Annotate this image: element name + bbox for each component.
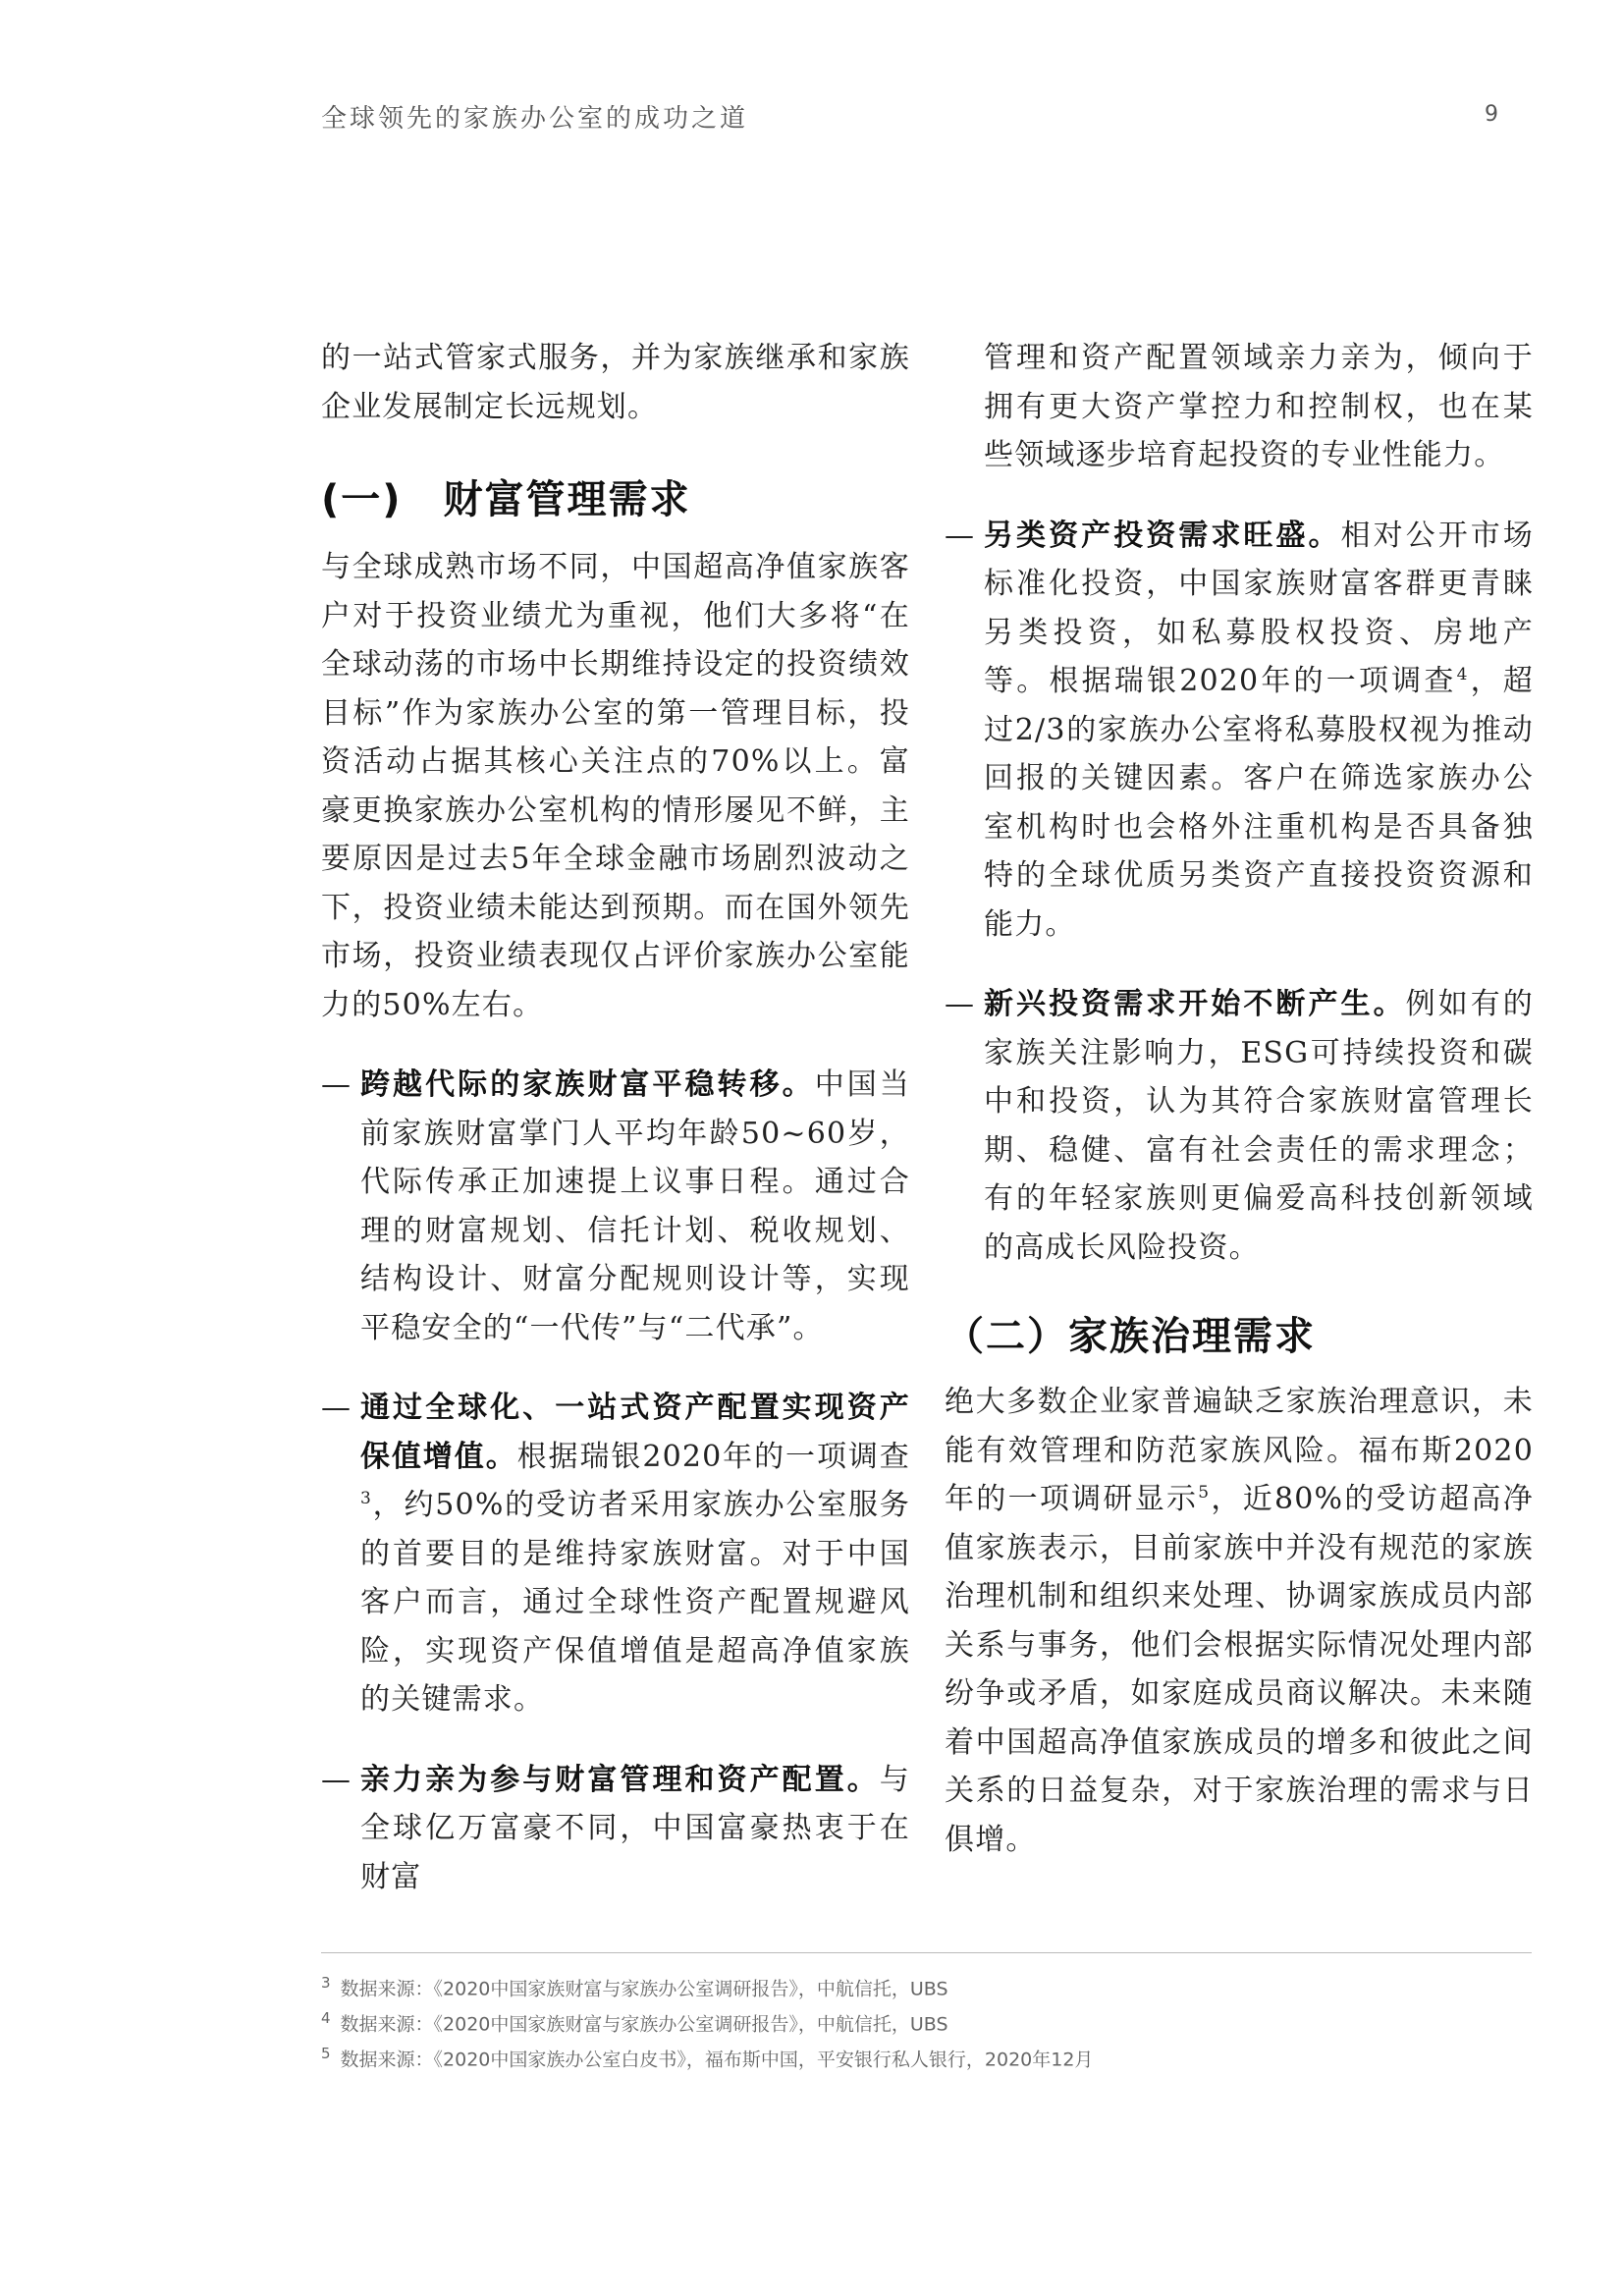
footnote-number: 3 xyxy=(321,1974,331,1992)
left-column xyxy=(321,334,910,1901)
bullet-dash: — xyxy=(945,987,974,1021)
bullet-dash: — xyxy=(945,518,974,553)
section-heading-governance: （二）家族治理需求 xyxy=(945,1314,1316,1359)
footnote-ref: 4 xyxy=(1456,665,1469,684)
bullet-hands-on xyxy=(321,1756,910,1902)
right-column xyxy=(945,334,1534,1864)
footnote-number: 4 xyxy=(321,2009,331,2027)
bullet-text xyxy=(984,512,1534,950)
intro-paragraph: 的一站式管家式服务，并为家族继承和家族企业发展制定长远规划。 xyxy=(321,341,910,424)
bullet-intergenerational xyxy=(321,1061,910,1352)
bullet-body: 与全球亿万富豪不同，中国富豪热衷于在财富 xyxy=(360,1762,910,1894)
bullet-body: 例如有的家族关注影响力，ESG可持续投资和碳中和投资，认为其符合家族财富管理长期、稳健、富有社会责任的需求理念；有的年轻家族则更偏爱高科技创新领域的高成长风险投资。 xyxy=(984,987,1534,1265)
footnote-3 xyxy=(321,1965,1532,2000)
wealth-paragraph: 与全球成熟市场不同，中国超高净值家族客户对于投资业绩尤为重视，他们大多将“在全球动荡的市场中长期维持设定的投资绩效目标”作为家族办公室的第一管理目标，投资活动占据其核心关注点的70%以上。富豪更换家族办公室机构的情形屡见不鲜，主要原因是过去5年全球金融市场剧烈波动之下，投资业绩未能达到预期。而在国外领先市场，投资业绩表现仅占评价家族办公室能力的50%左右。 xyxy=(321,550,910,1022)
footnote-ref: 3 xyxy=(360,1489,373,1508)
bullet-dash: — xyxy=(321,1067,351,1102)
bullet-dash: — xyxy=(321,1762,351,1797)
running-header-title: 全球领先的家族办公室的成功之道 xyxy=(321,104,749,134)
section-heading-wealth: (一) 财富管理需求 xyxy=(321,477,691,522)
bullet-alternative-assets xyxy=(945,512,1534,950)
bullet-lead: 另类资产投资需求旺盛。 xyxy=(984,518,1341,553)
footnote-number: 5 xyxy=(321,2045,331,2062)
bullet-body: 根据瑞银2020年的一项调查 xyxy=(516,1439,911,1474)
paragraph-text: ，近80%的受访超高净值家族表示，目前家族中并没有规范的家族治理机制和组织来处理、协调家族成员内部关系与事务，他们会根据实际情况处理内部纷争或矛盾，如家庭成员商议解决。未来随着中国超高净值家族成员的增多和彼此之间关系的日益复杂，对于家族治理的需求与日俱增。 xyxy=(945,1482,1534,1857)
page-number: 9 xyxy=(1485,102,1498,127)
bullet-lead: 亲力亲为参与财富管理和资产配置。 xyxy=(360,1762,880,1797)
footnote-4 xyxy=(321,2000,1532,2036)
bullet-continuation: 管理和资产配置领域亲力亲为，倾向于拥有更大资产掌控力和控制权，也在某些领域逐步培育起投资的专业性能力。 xyxy=(984,341,1534,472)
paragraph-text: 绝大多数企业家普遍缺乏家族治理意识，未能有效管理和防范家族风险。福布斯2020年的一项调研显示 xyxy=(945,1385,1534,1516)
footnote-text: 数据来源：《2020中国家族财富与家族办公室调研报告》，中航信托，UBS xyxy=(340,2013,948,2036)
footnote-divider xyxy=(321,1952,1532,1953)
bullet-text xyxy=(360,1756,910,1902)
bullet-body: ，超过2/3的家族办公室将私募股权视为推动回报的关键因素。客户在筛选家族办公室机构时也会格外注重机构是否具备独特的全球优质另类资产直接投资资源和能力。 xyxy=(984,664,1534,942)
bullet-text xyxy=(360,1061,910,1352)
footnote-text: 数据来源：《2020中国家族财富与家族办公室调研报告》，中航信托，UBS xyxy=(340,1978,948,2000)
bullet-global-allocation xyxy=(321,1384,910,1724)
bullet-body: ，约50%的受访者采用家族办公室服务的首要目的是维持家族财富。对于中国客户而言，通过全球性资产配置规避风险，实现资产保值增值是超高净值家族的关键需求。 xyxy=(360,1488,910,1717)
footnote-ref: 5 xyxy=(1198,1483,1211,1503)
bullet-emerging-needs xyxy=(945,980,1534,1272)
bullet-lead: 通过全球化、一站式资产配置实现资产保值增值。 xyxy=(360,1391,910,1474)
governance-paragraph xyxy=(945,1378,1534,1864)
footnotes xyxy=(321,1965,1532,2071)
bullet-body: 中国当前家族财富掌门人平均年龄50~60岁，代际传承正加速提上议事日程。通过合理的财富规划、信托计划、税收规划、结构设计、财富分配规则设计等，实现平稳安全的“一代传”与“二代承”。 xyxy=(360,1067,910,1345)
bullet-text xyxy=(984,980,1534,1272)
footnote-5 xyxy=(321,2036,1532,2071)
bullet-lead: 跨越代际的家族财富平稳转移。 xyxy=(360,1067,815,1102)
bullet-text xyxy=(360,1384,910,1724)
bullet-body: 相对公开市场标准化投资，中国家族财富客群更青睐另类投资，如私募股权投资、房地产等。根据瑞银2020年的一项调查 xyxy=(984,518,1534,698)
bullet-lead: 新兴投资需求开始不断产生。 xyxy=(984,987,1406,1021)
bullet-dash: — xyxy=(321,1391,351,1425)
footnote-text: 数据来源：《2020中国家族办公室白皮书》，福布斯中国，平安银行私人银行，2020年12月 xyxy=(340,2049,1094,2071)
